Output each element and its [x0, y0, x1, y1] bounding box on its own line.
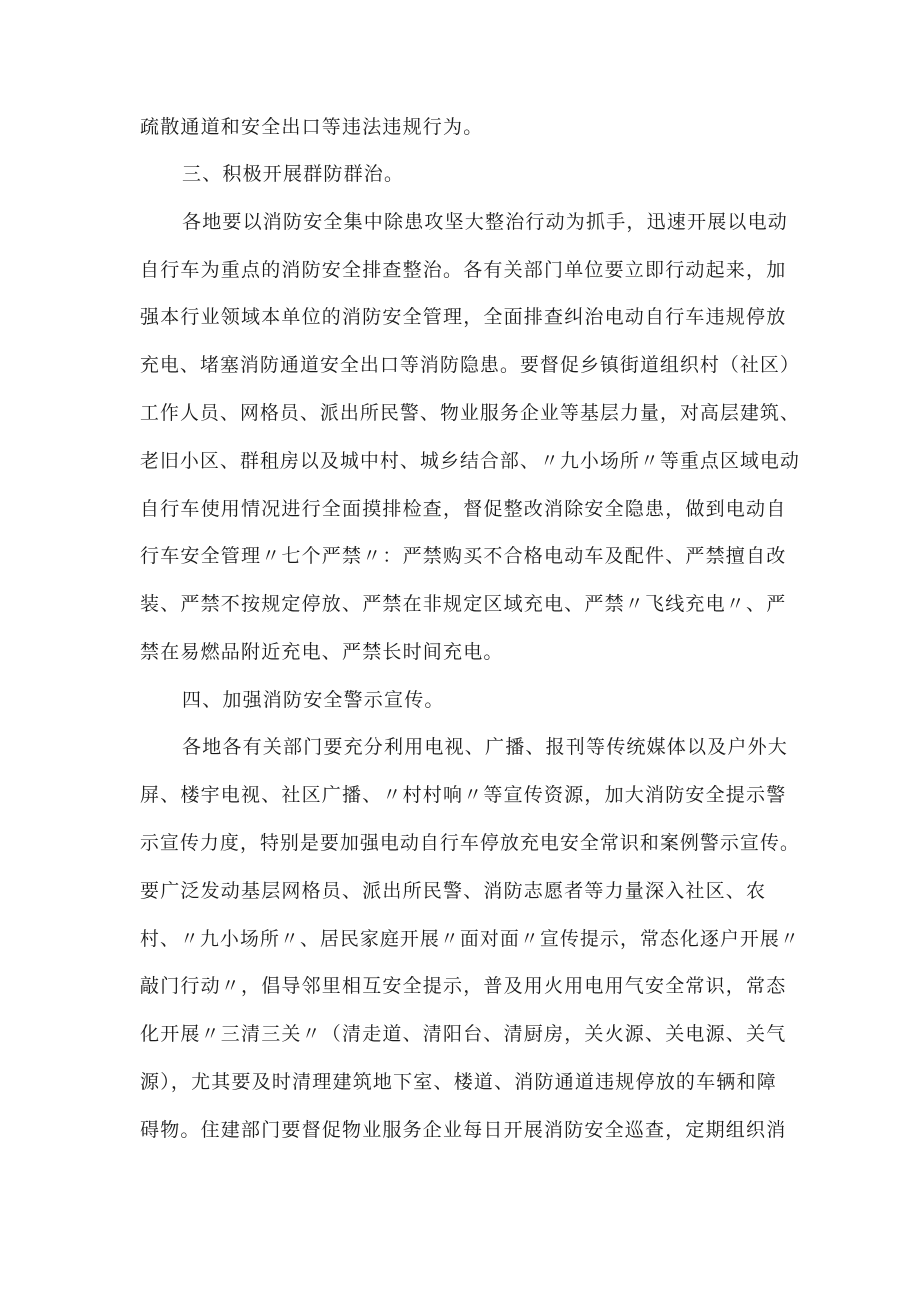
text-line: 老旧小区、群租房以及城中村、城乡结合部、〃九小场所〃等重点区域电动: [140, 450, 800, 472]
text-line: 要广泛发动基层网格员、派出所民警、消防志愿者等力量深入社区、农: [140, 880, 767, 902]
section-heading: 四、加强消防安全警示宣传。: [182, 689, 445, 711]
text-line: 自行车使用情况进行全面摸排检查，督促整改消除安全隐患，做到电动自: [140, 498, 787, 520]
text-line: 敲门行动〃，倡导邻里相互安全提示，普及用火用电用气安全常识，常态: [140, 975, 787, 997]
text-line: 村、〃九小场所〃、居民家庭开展〃面对面〃宣传提示，常态化逐户开展〃: [140, 928, 800, 950]
text-line: 工作人员、网格员、派出所民警、物业服务企业等基层力量，对高层建筑、: [140, 402, 800, 424]
text-line: 禁在易燃品附近充电、严禁长时间充电。: [140, 641, 504, 663]
text-line: 疏散通道和安全出口等违法违规行为。: [140, 116, 484, 138]
text-line: 源），尤其要及时清理建筑地下室、楼道、消防通道违规停放的车辆和障: [140, 1071, 777, 1093]
text-line: 自行车为重点的消防安全排查整治。各有关部门单位要立即行动起来，加: [140, 259, 787, 281]
text-line: 行车安全管理〃七个严禁〃：严禁购买不合格电动车及配件、严禁擅自改: [140, 545, 787, 567]
text-line: 强本行业领域本单位的消防安全管理，全面排查纠治电动自行车违规停放: [140, 306, 787, 328]
text-line: 各地各有关部门要充分利用电视、广播、报刊等传统媒体以及户外大: [182, 736, 789, 758]
section-heading: 三、积极开展群防群治。: [182, 163, 405, 185]
text-line: 充电、堵塞消防通道安全出口等消防隐患。要督促乡镇街道组织村（社区）: [140, 354, 800, 376]
text-line: 各地要以消防安全集中除患攻坚大整治行动为抓手，迅速开展以电动: [182, 211, 789, 233]
text-line: 示宣传力度，特别是要加强电动自行车停放充电安全常识和案例警示宣传。: [140, 832, 800, 854]
text-line: 化开展〃三清三关〃（清走道、清阳台、清厨房，关火源、关电源、关气: [140, 1023, 787, 1045]
text-line: 屏、楼宇电视、社区广播、〃村村响〃等宣传资源，加大消防安全提示警: [140, 784, 787, 806]
text-line: 装、严禁不按规定停放、严禁在非规定区域充电、严禁〃飞线充电〃、严: [140, 593, 787, 615]
text-line: 碍物。住建部门要督促物业服务企业每日开展消防安全巡查，定期组织消: [140, 1119, 787, 1141]
